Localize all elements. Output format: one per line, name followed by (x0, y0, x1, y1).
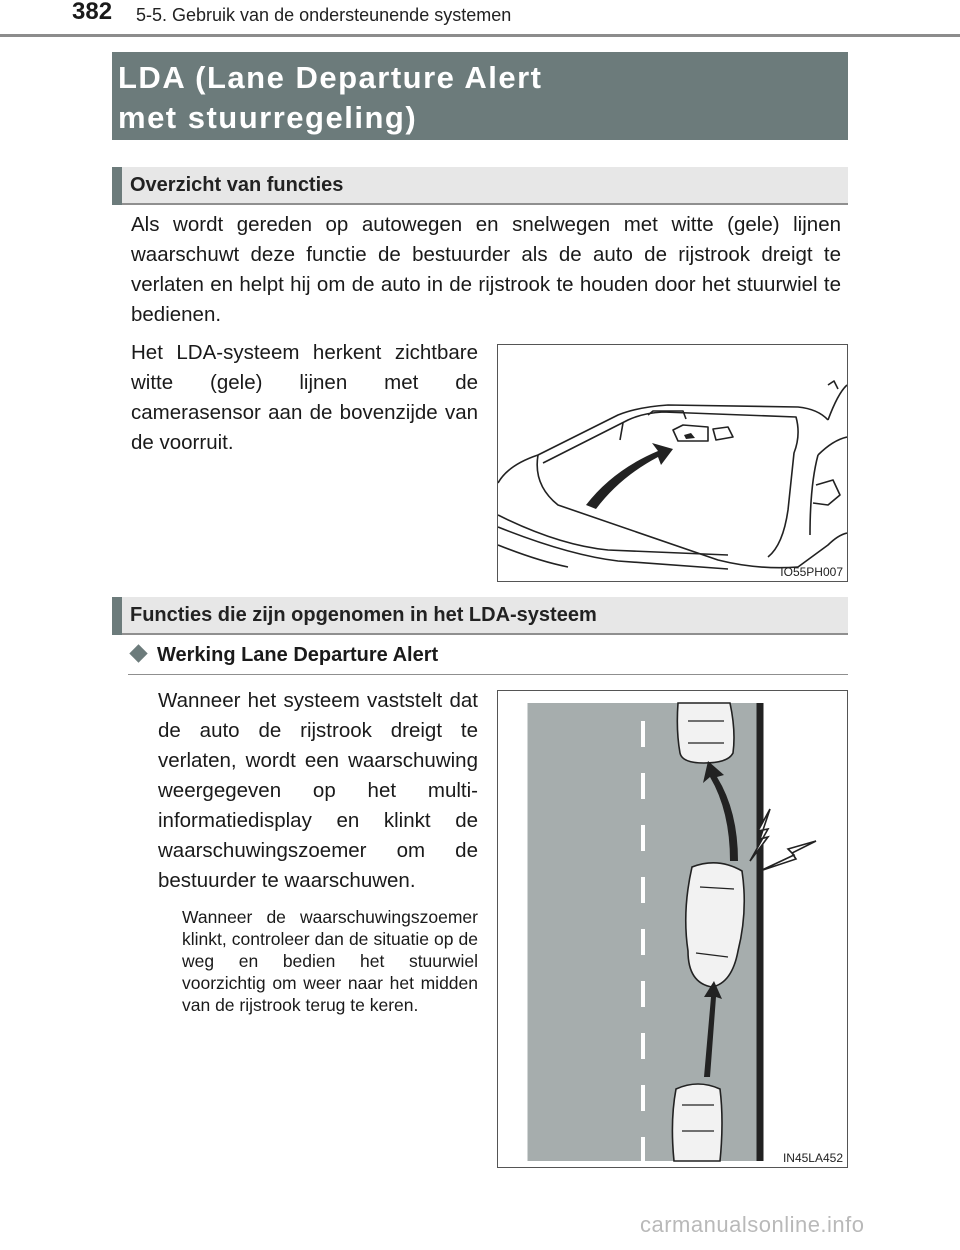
arrow-to-camera (586, 443, 673, 509)
section-accent-bar (112, 167, 122, 205)
diamond-icon (129, 644, 147, 662)
note-paragraph: Wanneer de waarschuwingszoemer klinkt, controleer dan de situatie op de weg en bedien het stuurwiel voorzichtig om weer naar het midden van de rijstrook terug te keren. (182, 907, 478, 1015)
section-accent-bar (112, 597, 122, 635)
page-title (118, 58, 543, 138)
section-heading-text: Overzicht van functies (130, 174, 344, 196)
section-heading-overview (112, 167, 848, 205)
section-heading-text: Functies die zijn opgenomen in het LDA-systeem (130, 604, 597, 626)
car-top (677, 703, 734, 763)
camera-sensor-mark (684, 433, 695, 439)
car-bottom (672, 1084, 722, 1161)
subheading-divider (128, 674, 848, 675)
lane-departure-paragraph: Wanneer het systeem vaststelt dat de auto de rijstrook dreigt te verlaten, wordt een waarschuwing weergegeven op het multi-informatiedisplay en klinkt de waarschuwingszoemer om de bestuurder te waarschuwen. (158, 689, 478, 892)
page-number: 382 (72, 0, 113, 25)
title-line-2: met stuurregeling) (118, 100, 418, 135)
figure-code: IN45LA452 (782, 1151, 843, 1165)
lane-departure-illustration (498, 691, 847, 1167)
windshield-illustration (498, 345, 847, 581)
overview-paragraph: Als wordt gereden op autowegen en snelwegen met witte (gele) lijnen waarschuwt deze functie de bestuurder als de auto de rijstrook dreigt te verlaten en helpt hij om de auto in de rijstrook te houden door het stuurwiel te bedienen. (131, 213, 841, 326)
figure-code: IO55PH007 (780, 565, 843, 579)
subheading (130, 644, 438, 667)
camera-paragraph: Het LDA-systeem herkent zichtbare witte (gele) lijnen met de camerasensor aan de bovenzijde van de voorruit. (131, 341, 478, 454)
subheading-text: Werking Lane Departure Alert (157, 644, 439, 666)
chapter-header: 5-5. Gebruik van de ondersteunende systemen (136, 5, 512, 25)
lane-departure-figure (497, 690, 848, 1168)
section-heading-functions (112, 597, 848, 635)
watermark: carmanualsonline.info (640, 1212, 865, 1237)
windshield-figure (497, 344, 848, 582)
title-line-1: LDA (Lane Departure Alert (118, 60, 543, 95)
header-divider (0, 34, 960, 37)
